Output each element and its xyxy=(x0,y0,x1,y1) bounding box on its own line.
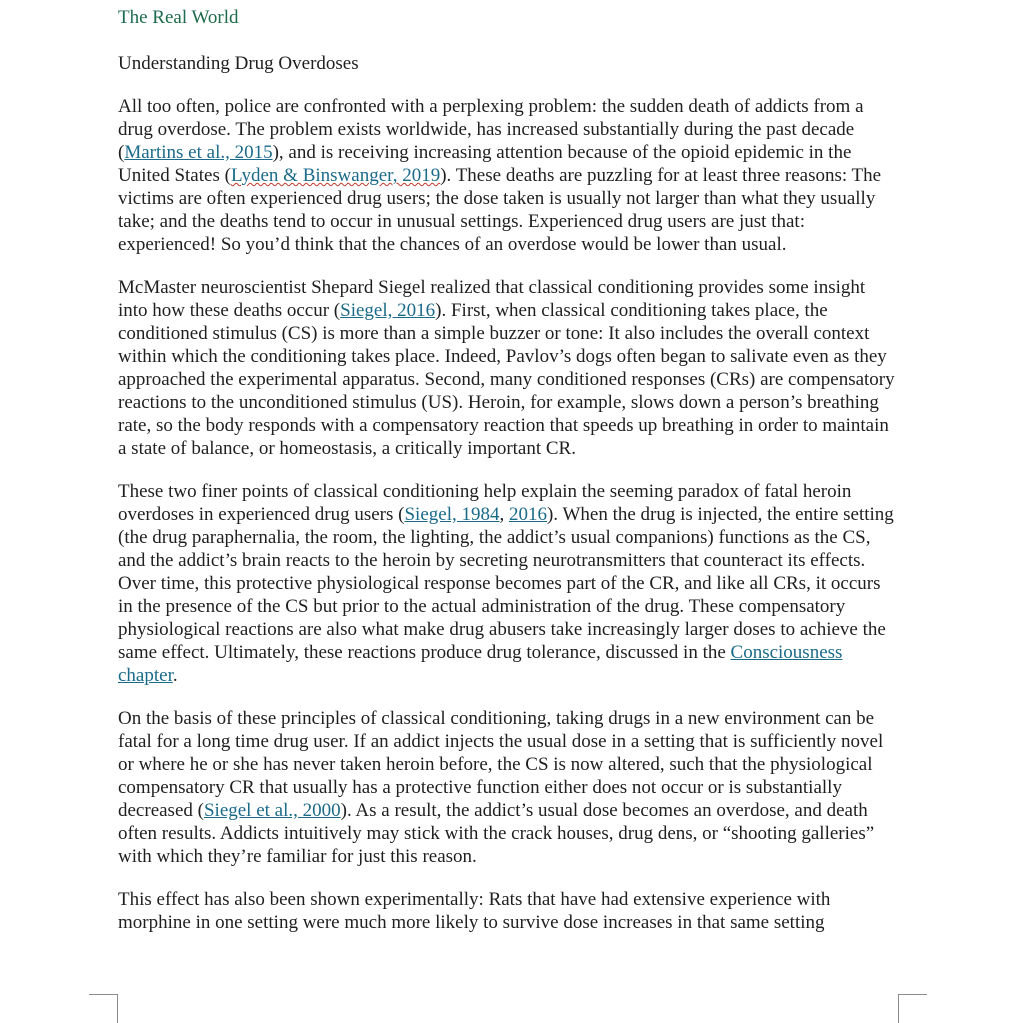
paragraph-text: ). These deaths are puzzling for at least three reasons: The victims are often experienced drug users; the dose taken is usually not larger than what they usually take; and the deaths tend to occur in unusual settings. Experienced drug users are just that: experienced! So you’d think that the chances of an overdose would be lower than usual. xyxy=(118,165,882,255)
page-corner-mark-right xyxy=(898,994,927,1023)
paragraph-1 xyxy=(118,95,898,256)
paragraph-text: On the basis of these principles of classical conditioning, taking drugs in a new environment can be fatal for a long time drug user. If an addict injects the usual dose in a setting that is sufficiently novel or where he or she has never taken heroin before, the CS is now altered, such that the physiological compensatory CR that usually has a protective function either does not occur or is substantially decreased ( xyxy=(118,708,884,821)
page-corner-mark-left xyxy=(89,994,118,1023)
paragraph-4 xyxy=(118,707,898,868)
paragraph-text: ). When the drug is injected, the entire setting (the drug paraphernalia, the room, the lighting, the addict’s usual companions) functions as the CS, and the addict’s brain reacts to the heroin by secreting neurotransmitters that counteract its effects. Over time, this protective physiological response becomes part of the CR, and like all CRs, it occurs in the presence of the CS but prior to the actual administration of the drug. These compensatory physiological reactions are also what make drug abusers take increasingly larger doses to achieve the same effect. Ultimately, these reactions produce drug tolerance, discussed in the xyxy=(118,504,894,663)
paragraph-text: ), and is receiving increasing attention because of the opioid epidemic in the United States ( xyxy=(118,142,852,186)
citation-link-siegel-2000[interactable]: Siegel et al., 2000 xyxy=(203,800,341,821)
section-label: The Real World xyxy=(118,7,239,28)
paragraph-text: McMaster neuroscientist Shepard Siegel realized that classical conditioning provides some insight into how these deaths occur ( xyxy=(118,277,866,321)
paragraph-text: ). First, when classical conditioning takes place, the conditioned stimulus (CS) is more than a simple buzzer or tone: It also includes the overall context within which the conditioning takes place. Indeed, Pavlov’s dogs often began to salivate even as they approached the experimental apparatus. Second, many conditioned responses (CRs) are compensatory reactions to the unconditioned stimulus (US). Heroin, for example, slows down a person’s breathing rate, so the body responds with a compensatory reaction that speeds up breathing in order to maintain a state of balance, or homeostasis, a critically important CR. xyxy=(118,300,895,459)
paragraph-2 xyxy=(118,276,898,460)
document-page xyxy=(118,6,898,954)
paragraph-text: This effect has also been shown experimentally: Rats that have had extensive experience with morphine in one setting were much more likely to survive dose increases in that same setting xyxy=(118,889,831,933)
citation-link-martins-2015[interactable]: Martins et al., 2015 xyxy=(124,142,273,163)
paragraph-5 xyxy=(118,888,898,934)
citation-link-siegel-1984[interactable]: Siegel, 1984 xyxy=(404,504,500,525)
paragraph-text: , xyxy=(499,504,509,525)
paragraph-text: These two finer points of classical conditioning help explain the seeming paradox of fatal heroin overdoses in experienced drug users ( xyxy=(118,481,852,525)
document-title: Understanding Drug Overdoses xyxy=(118,53,359,74)
citation-link-siegel-2016[interactable]: Siegel, 2016 xyxy=(340,300,436,321)
paragraph-text: All too often, police are confronted with a perplexing problem: the sudden death of addicts from a drug overdose. The problem exists worldwide, has increased substantially during the past decade ( xyxy=(118,96,864,163)
paragraph-3 xyxy=(118,480,898,687)
paragraph-text: . xyxy=(172,665,178,686)
citation-link-2016[interactable]: 2016 xyxy=(508,504,547,525)
consciousness-chapter-link[interactable]: Consciousness chapter xyxy=(118,642,843,686)
paragraph-text: ). As a result, the addict’s usual dose becomes an overdose, and death often results. Addicts intuitively may stick with the crack houses, drug dens, or “shooting galleries” with which they’re familiar for just this reason. xyxy=(118,800,875,867)
citation-link-lyden-2019[interactable]: Lyden & Binswanger, 2019 xyxy=(230,165,441,186)
